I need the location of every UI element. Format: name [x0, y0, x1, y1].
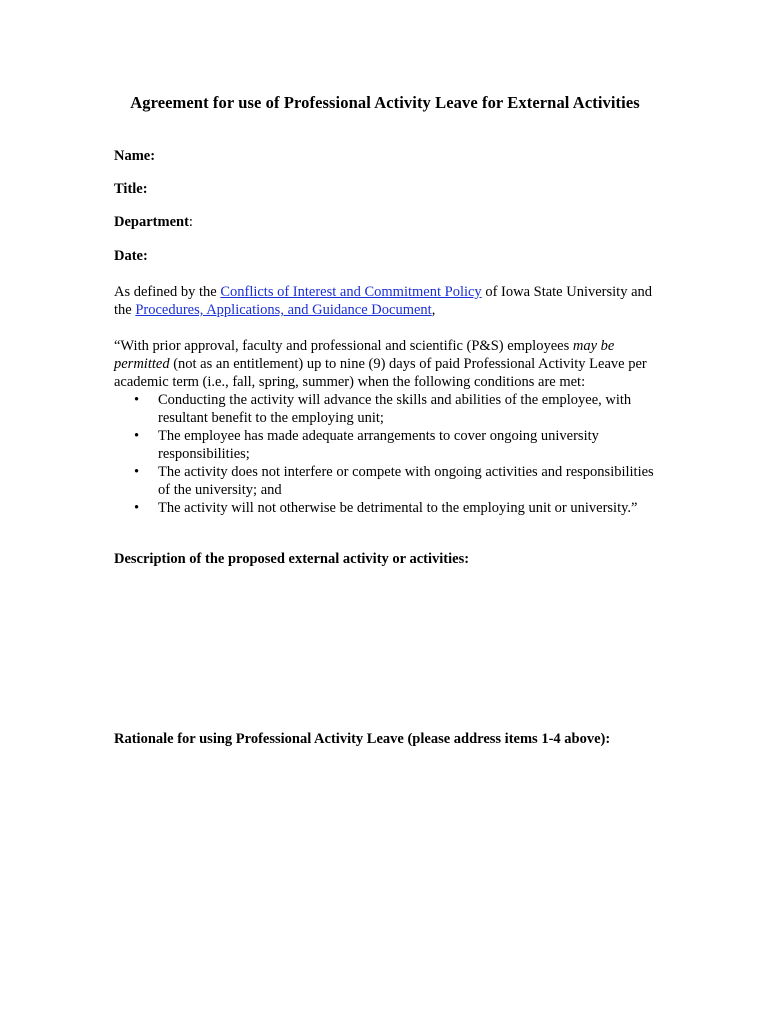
quote-paragraph	[114, 337, 659, 391]
list-item	[114, 499, 659, 517]
title-field-label	[114, 181, 148, 198]
condition-text: The activity will not otherwise be detrimental to the employing unit or university.”	[158, 500, 638, 516]
page-title: Agreement for use of Professional Activity Leave for External Activities	[130, 93, 640, 112]
procedures-document-link[interactable]: Procedures, Applications, and Guidance Document	[135, 302, 432, 318]
intro-paragraph	[114, 283, 659, 319]
bullet-icon: •	[134, 500, 140, 516]
intro-middle: of Iowa State University and the	[114, 284, 653, 318]
condition-text: Conducting the activity will advance the skills and abilities of the employee, with resultant benefit to the employing unit;	[158, 392, 632, 426]
description-heading: Description of the proposed external activity or activities:	[114, 551, 470, 567]
intro-prefix: As defined by the	[114, 284, 221, 300]
quote-part-2: (not as an entitlement) up to nine (9) days of paid Professional Activity Leave per academic term (i.e., fall, spring, summer) when the following conditions are met:	[114, 356, 647, 390]
date-field-label	[114, 248, 148, 265]
conflicts-policy-link[interactable]: Conflicts of Interest and Commitment Policy	[220, 284, 482, 300]
list-item	[114, 427, 659, 463]
bullet-icon: •	[134, 464, 140, 480]
list-item	[114, 463, 659, 499]
intro-suffix: ,	[431, 302, 436, 318]
rationale-heading: Rationale for using Professional Activity Leave (please address items 1-4 above):	[114, 731, 611, 747]
list-item	[114, 391, 659, 427]
conditions-list	[114, 391, 659, 517]
department-field-label	[114, 214, 193, 231]
quote-part-1: “With prior approval, faculty and professional and scientific (P&S) employees	[114, 338, 573, 354]
name-field-label	[114, 148, 155, 165]
quote-italic: may be permitted	[114, 338, 615, 372]
name-label: Name:	[114, 148, 156, 164]
bullet-icon: •	[134, 428, 140, 444]
department-colon: :	[188, 214, 193, 230]
title-label: Title:	[114, 181, 148, 197]
department-label: Department	[114, 214, 189, 230]
condition-text: The employee has made adequate arrangements to cover ongoing university responsibilities;	[158, 428, 599, 462]
bullet-icon: •	[134, 392, 140, 408]
date-label: Date:	[114, 248, 148, 264]
condition-text: The activity does not interfere or compete with ongoing activities and responsibilities of the university; and	[158, 464, 654, 498]
